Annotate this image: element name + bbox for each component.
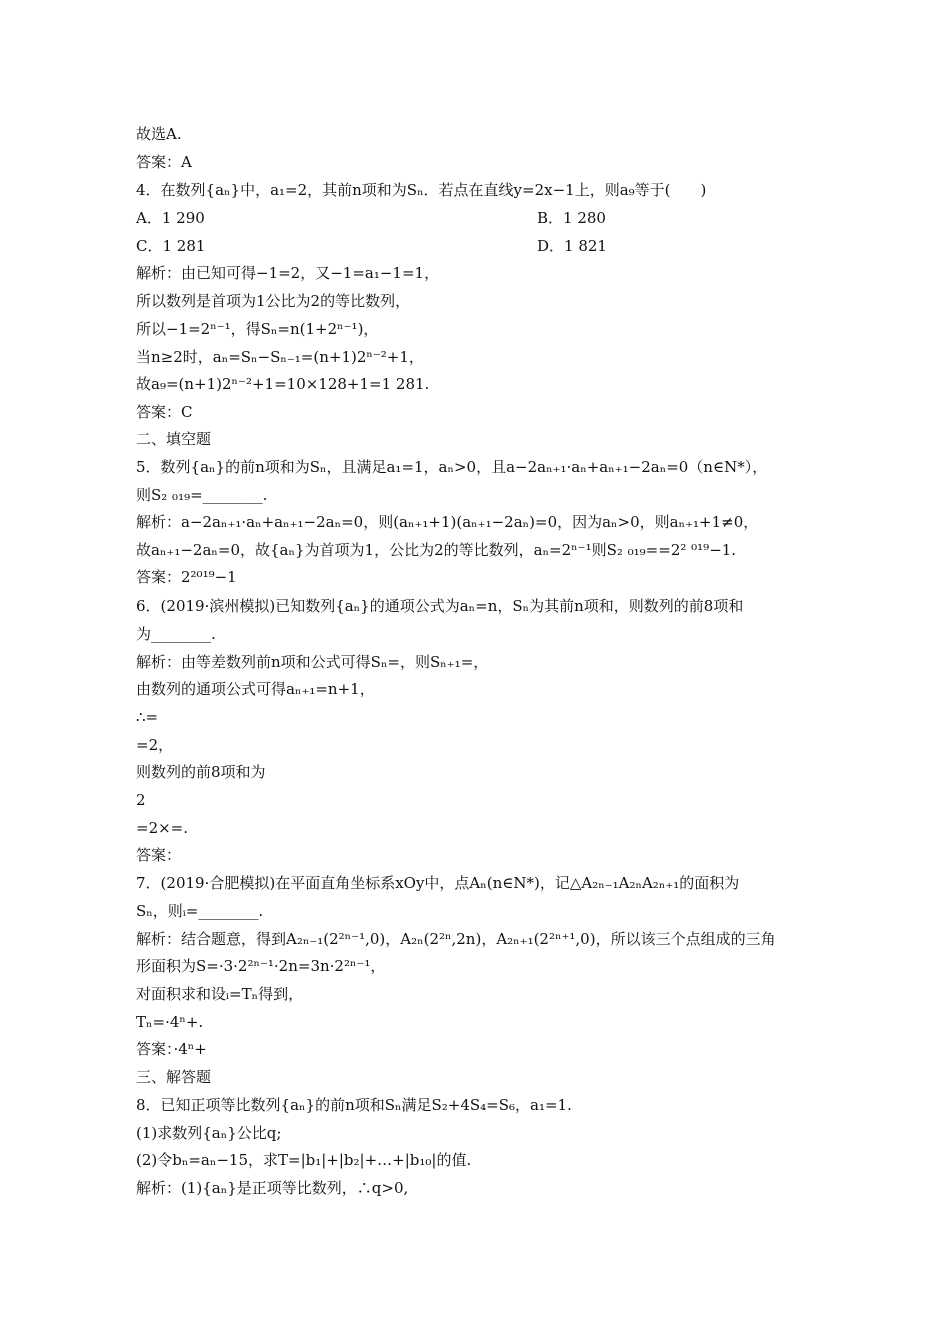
text-line: (2)令bₙ=aₙ−15，求T=|b₁|+|b₂|+…+|b₁₀|的值. [136, 1151, 472, 1169]
text-line: 解析：由等差数列前n项和公式可得Sₙ=，则Sₙ₊₁=， [136, 653, 489, 671]
answer-line: 答案：C [136, 403, 193, 421]
text-line: 所以数列是首项为1公比为2的等比数列， [136, 292, 411, 310]
text-line: 答案：A [136, 153, 192, 171]
text-line: 所以−1=2ⁿ⁻¹，得Sₙ=n(1+2ⁿ⁻¹)， [136, 320, 379, 338]
text-line: 则数列的前8项和为 [136, 763, 266, 781]
text-line: =2×=. [136, 819, 189, 837]
question-5-stem: 5．数列{aₙ}的前n项和为Sₙ，且满足a₁=1，aₙ>0，且a−2aₙ₊₁·aₙ+aₙ₊₁−2aₙ=0（n∈N*）， [136, 458, 768, 476]
option-a: A．1 290 [136, 209, 205, 227]
section-heading: 二、填空题 [136, 430, 212, 448]
section-heading: 三、解答题 [136, 1068, 212, 1086]
text-line: 对面积求和设ᵢ=Tₙ得到， [136, 985, 304, 1003]
text-line: Tₙ=·4ⁿ+. [136, 1013, 204, 1031]
text-line: ∴= [136, 708, 159, 726]
answer-line: 答案： [136, 846, 182, 864]
question-6-stem: 6．(2019·滨州模拟)已知数列{aₙ}的通项公式为aₙ=n，Sₙ为其前n项和，则数列的前8项和 [136, 597, 744, 615]
text-line: 解析：a−2aₙ₊₁·aₙ+aₙ₊₁−2aₙ=0，则(aₙ₊₁+1)(aₙ₊₁−2aₙ)=0，因为aₙ>0，则aₙ₊₁+1≠0， [136, 513, 759, 531]
option-d: D．1 821 [537, 237, 607, 255]
text-line: =2， [136, 736, 174, 754]
text-line: 则S₂ ₀₁₉=________. [136, 486, 268, 504]
text-line: 形面积为S=·3·2²ⁿ⁻¹·2n=3n·2²ⁿ⁻¹， [136, 957, 386, 975]
answer-line: 答案：2²⁰¹⁹−1 [136, 568, 237, 586]
text-line: 故选A. [136, 125, 182, 143]
text-line: 2 [136, 791, 146, 809]
option-b: B．1 280 [537, 209, 606, 227]
question-7-stem: 7．(2019·合肥模拟)在平面直角坐标系xOy中，点Aₙ(n∈N*)，记△A₂ₙ₋₁A₂ₙA₂ₙ₊₁的面积为 [136, 874, 740, 892]
text-line: (1)求数列{aₙ}公比q; [136, 1124, 282, 1142]
text-line: 故aₙ₊₁−2aₙ=0，故{aₙ}为首项为1，公比为2的等比数列，aₙ=2ⁿ⁻¹则S₂ ₀₁₉==2² ⁰¹⁹−1. [136, 541, 737, 559]
answer-line: 答案：·4ⁿ+ [136, 1040, 207, 1058]
text-line: 故a₉=(n+1)2ⁿ⁻²+1=10×128+1=1 281. [136, 375, 430, 393]
text-line: 由数列的通项公式可得aₙ₊₁=n+1， [136, 680, 375, 698]
text-line: 当n≥2时，aₙ=Sₙ−Sₙ₋₁=(n+1)2ⁿ⁻²+1， [136, 348, 424, 366]
text-line: 解析：由已知可得−1=2，又−1=a₁−1=1， [136, 264, 440, 282]
option-c: C．1 281 [136, 237, 206, 255]
text-line: 为________. [136, 625, 216, 643]
text-line: Sₙ，则ᵢ=________. [136, 902, 264, 920]
text-line: 解析：(1){aₙ}是正项等比数列，∴q>0, [136, 1179, 409, 1197]
text-line: 解析：结合题意，得到A₂ₙ₋₁(2²ⁿ⁻¹,0)，A₂ₙ(2²ⁿ,2n)，A₂ₙ₊₁(2²ⁿ⁺¹,0)，所以该三个点组成的三角 [136, 930, 776, 948]
question-4-stem: 4．在数列{aₙ}中，a₁=2，其前n项和为Sₙ．若点在直线y=2x−1上，则a₉等于( ) [136, 181, 707, 199]
question-8-stem: 8．已知正项等比数列{aₙ}的前n项和Sₙ满足S₂+4S₄=S₆，a₁=1. [136, 1096, 572, 1114]
